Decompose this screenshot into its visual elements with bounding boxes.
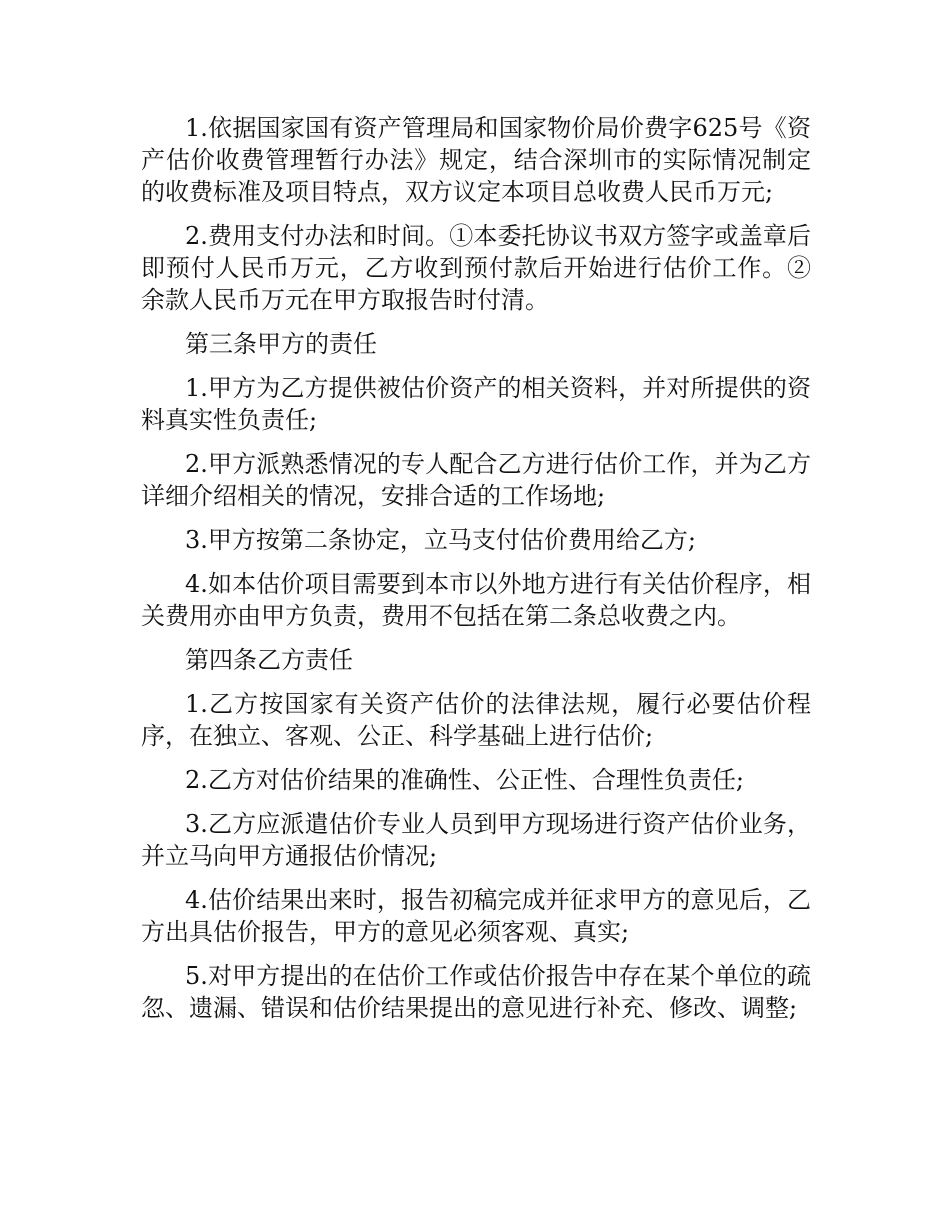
- section-heading-party-b: 第四条乙方责任: [185, 646, 353, 674]
- clause-party-a-2: 2.甲方派熟悉情况的专人配合乙方进行估价工作，并为乙方详细介绍相关的情况，安排合适的工作场地;: [141, 450, 811, 510]
- clause-party-b-5: 5.对甲方提出的在估价工作或估价报告中存在某个单位的疏忽、遗漏、错误和估价结果提出的意见进行补充、修改、调整;: [141, 962, 811, 1022]
- clause-party-a-4: 4.如本估价项目需要到本市以外地方进行有关估价程序，相关费用亦由甲方负责，费用不包括在第二条总收费之内。: [141, 570, 811, 630]
- clause-fee-basis: 1.依据国家国有资产管理局和国家物价局价费字625号《资产估价收费管理暂行办法》规定，结合深圳市的实际情况制定的收费标准及项目特点，双方议定本项目总收费人民币万元;: [141, 114, 811, 206]
- clause-payment-method: 2.费用支付办法和时间。①本委托协议书双方签字或盖章后即预付人民币万元，乙方收到预付款后开始进行估价工作。②余款人民币万元在甲方取报告时付清。: [141, 222, 811, 314]
- document-page: [141, 112, 811, 1036]
- clause-party-a-3: 3.甲方按第二条协定，立马支付估价费用给乙方;: [185, 526, 696, 554]
- clause-party-b-4: 4.估价结果出来时，报告初稿完成并征求甲方的意见后，乙方出具估价报告，甲方的意见必须客观、真实;: [141, 886, 811, 946]
- clause-party-b-3: 3.乙方应派遣估价专业人员到甲方现场进行资产估价业务，并立马向甲方通报估价情况;: [141, 810, 811, 870]
- section-heading-party-a: 第三条甲方的责任: [185, 330, 377, 358]
- clause-party-a-1: 1.甲方为乙方提供被估价资产的相关资料，并对所提供的资料真实性负责任;: [141, 374, 811, 434]
- clause-party-b-2: 2.乙方对估价结果的准确性、公正性、合理性负责任;: [185, 766, 744, 794]
- clause-party-b-1: 1.乙方按国家有关资产估价的法律法规，履行必要估价程序，在独立、客观、公正、科学基础上进行估价;: [141, 690, 811, 750]
